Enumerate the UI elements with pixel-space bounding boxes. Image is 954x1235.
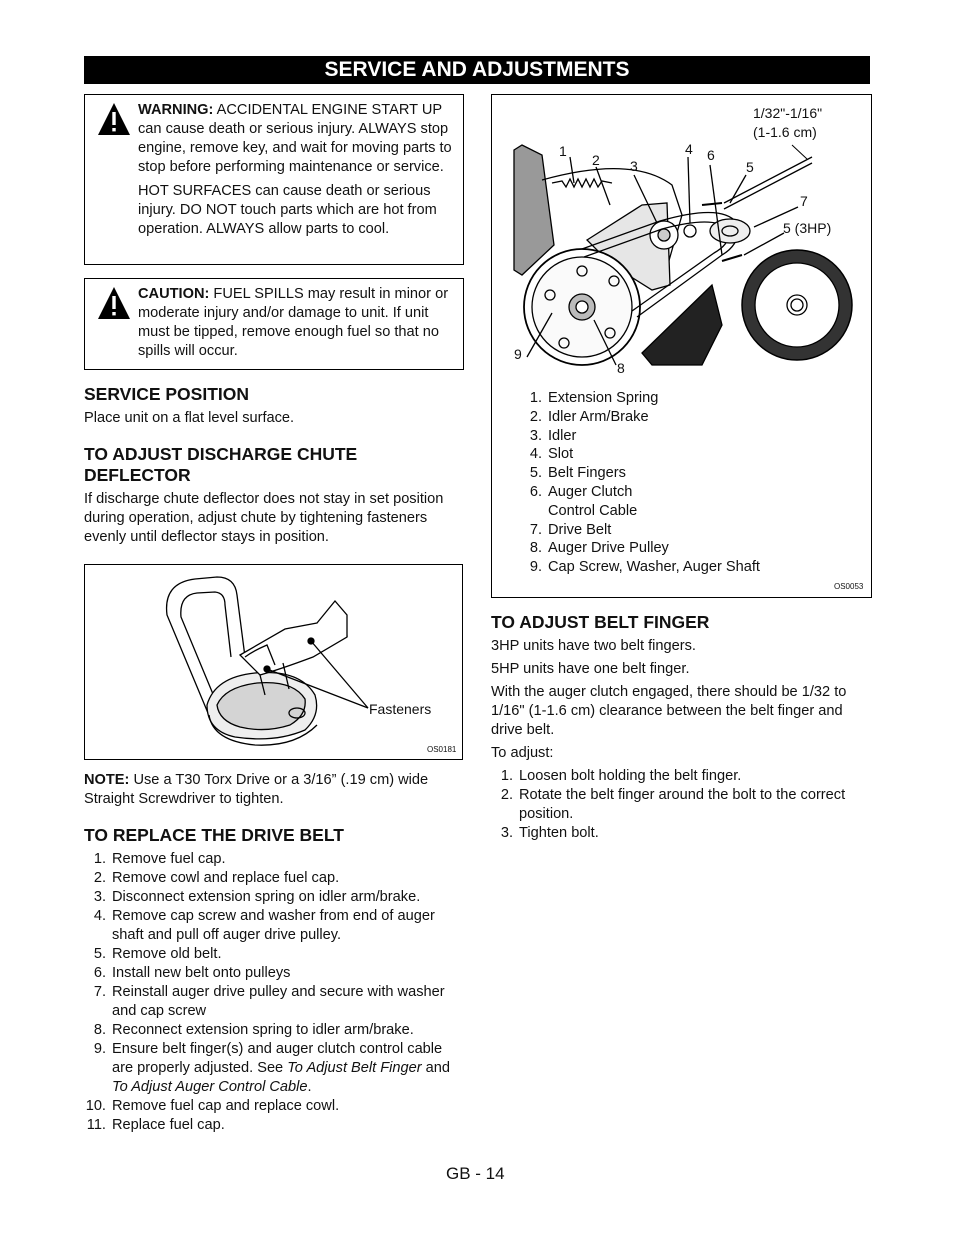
caution-text: CAUTION: FUEL SPILLS may result in minor or moderate injury and/or damage to unit. If unit must be tipped, remove enough fuel so that no spills will occur. xyxy=(138,286,449,359)
callout-5-3hp: 5 (3HP) xyxy=(783,220,832,236)
list-item: 5. Belt Fingers xyxy=(529,465,626,482)
list-item: 5. Remove old belt. xyxy=(93,946,222,962)
chute-figure xyxy=(84,564,463,760)
callout-3: 3 xyxy=(630,158,638,174)
belt-figure-legend xyxy=(520,389,860,577)
list-item: 6. Auger Clutch Control Cable xyxy=(529,483,638,519)
list-item: 1. Remove fuel cap. xyxy=(93,851,226,867)
cross-ref-auger-cable: To Adjust Auger Control Cable xyxy=(112,1079,308,1095)
belt-finger-steps xyxy=(491,767,872,843)
belt-finger-heading: TO ADJUST BELT FINGER xyxy=(491,612,710,632)
callout-8: 8 xyxy=(617,360,625,376)
service-position-text: Place unit on a flat level surface. xyxy=(84,410,295,426)
list-item: 9. Ensure belt finger(s) and auger clutch control cable are properly adjusted. See To Adjust Belt Finger and To Adjust Auger Control Cable. xyxy=(93,1041,451,1095)
callout-6: 6 xyxy=(707,147,715,163)
fasteners-label: Fasteners xyxy=(369,701,432,717)
page-number: GB - 14 xyxy=(446,1164,505,1183)
list-item: 3. Tighten bolt. xyxy=(500,825,599,841)
list-item: 7. Reinstall auger drive pulley and secure with washer and cap screw xyxy=(93,984,445,1019)
warning-triangle-icon xyxy=(97,101,131,137)
callout-1: 1 xyxy=(559,143,567,159)
clearance-label-line2: (1-1.6 cm) xyxy=(753,124,817,140)
callout-4: 4 xyxy=(685,141,693,157)
list-item: 11. Replace fuel cap. xyxy=(86,1117,225,1133)
list-item: 8. Reconnect extension spring to idler arm/brake. xyxy=(93,1022,414,1038)
service-position-heading: SERVICE POSITION xyxy=(84,384,249,404)
drive-belt-steps xyxy=(84,850,464,1135)
list-item: 7. Drive Belt xyxy=(529,521,612,538)
left-column xyxy=(84,94,464,1135)
callout-2: 2 xyxy=(592,152,600,168)
chute-heading: TO ADJUST DISCHARGE CHUTE DEFLECTOR xyxy=(84,444,358,485)
warning-box xyxy=(84,94,464,265)
belt-finger-p2: 5HP units have one belt finger. xyxy=(491,661,690,677)
list-item: 1. Loosen bolt holding the belt finger. xyxy=(500,768,742,784)
figure-code-os0181: OS0181 xyxy=(427,745,457,754)
note-text: NOTE: Use a T30 Torx Drive or a 3/16” (.19 cm) wide Straight Screwdriver to tighten. xyxy=(84,772,429,807)
list-item: 2. Rotate the belt finger around the bolt to the correct position. xyxy=(500,787,846,822)
belt-finger-p4: To adjust: xyxy=(491,745,554,761)
callout-9: 9 xyxy=(514,346,522,362)
snow-thrower-chute-illustration xyxy=(85,565,462,759)
page-title: SERVICE AND ADJUSTMENTS xyxy=(84,56,870,84)
list-item: 10. Remove fuel cap and replace cowl. xyxy=(85,1098,340,1114)
right-column xyxy=(491,94,872,843)
belt-finger-p3: With the auger clutch engaged, there should be 1/32 to 1/16" (1-1.6 cm) clearance between the belt finger and drive belt. xyxy=(491,684,847,738)
cross-ref-belt-finger: To Adjust Belt Finger xyxy=(287,1060,422,1076)
list-item: 2. Idler Arm/Brake xyxy=(529,408,649,425)
list-item: 4. Remove cap screw and washer from end of auger shaft and pull off auger drive pulley. xyxy=(93,908,435,943)
list-item: 6. Install new belt onto pulleys xyxy=(93,965,291,981)
chute-text: If discharge chute deflector does not stay in set position during operation, adjust chute by tightening fasteners evenly until deflector stays in position. xyxy=(84,491,444,545)
warning-text: WARNING: ACCIDENTAL ENGINE START UP can cause death or serious injury. ALWAYS stop engine, remove key, and wait for moving parts to stop before performing maintenance or service. xyxy=(138,102,452,175)
list-item: 9. Cap Screw, Washer, Auger Shaft xyxy=(529,559,760,576)
clearance-label-line1: 1/32"-1/16" xyxy=(753,105,823,121)
callout-7: 7 xyxy=(800,193,808,209)
belt-finger-p1: 3HP units have two belt fingers. xyxy=(491,638,696,654)
list-item: 3. Idler xyxy=(529,427,577,444)
belt-figure xyxy=(491,94,872,598)
list-item: 1. Extension Spring xyxy=(529,390,659,406)
caution-triangle-icon xyxy=(97,285,131,321)
figure-code-os0053: OS0053 xyxy=(834,582,864,591)
list-item: 8. Auger Drive Pulley xyxy=(529,540,669,557)
callout-5: 5 xyxy=(746,159,754,175)
caution-box xyxy=(84,278,464,370)
list-item: 3. Disconnect extension spring on idler arm/brake. xyxy=(93,889,421,905)
drive-belt-heading: TO REPLACE THE DRIVE BELT xyxy=(84,825,344,845)
hot-surfaces-text: HOT SURFACES can cause death or serious injury. DO NOT touch parts which are hot from operation. ALWAYS allow parts to cool. xyxy=(138,183,437,237)
list-item: 4. Slot xyxy=(529,446,574,463)
list-item: 2. Remove cowl and replace fuel cap. xyxy=(93,870,340,886)
